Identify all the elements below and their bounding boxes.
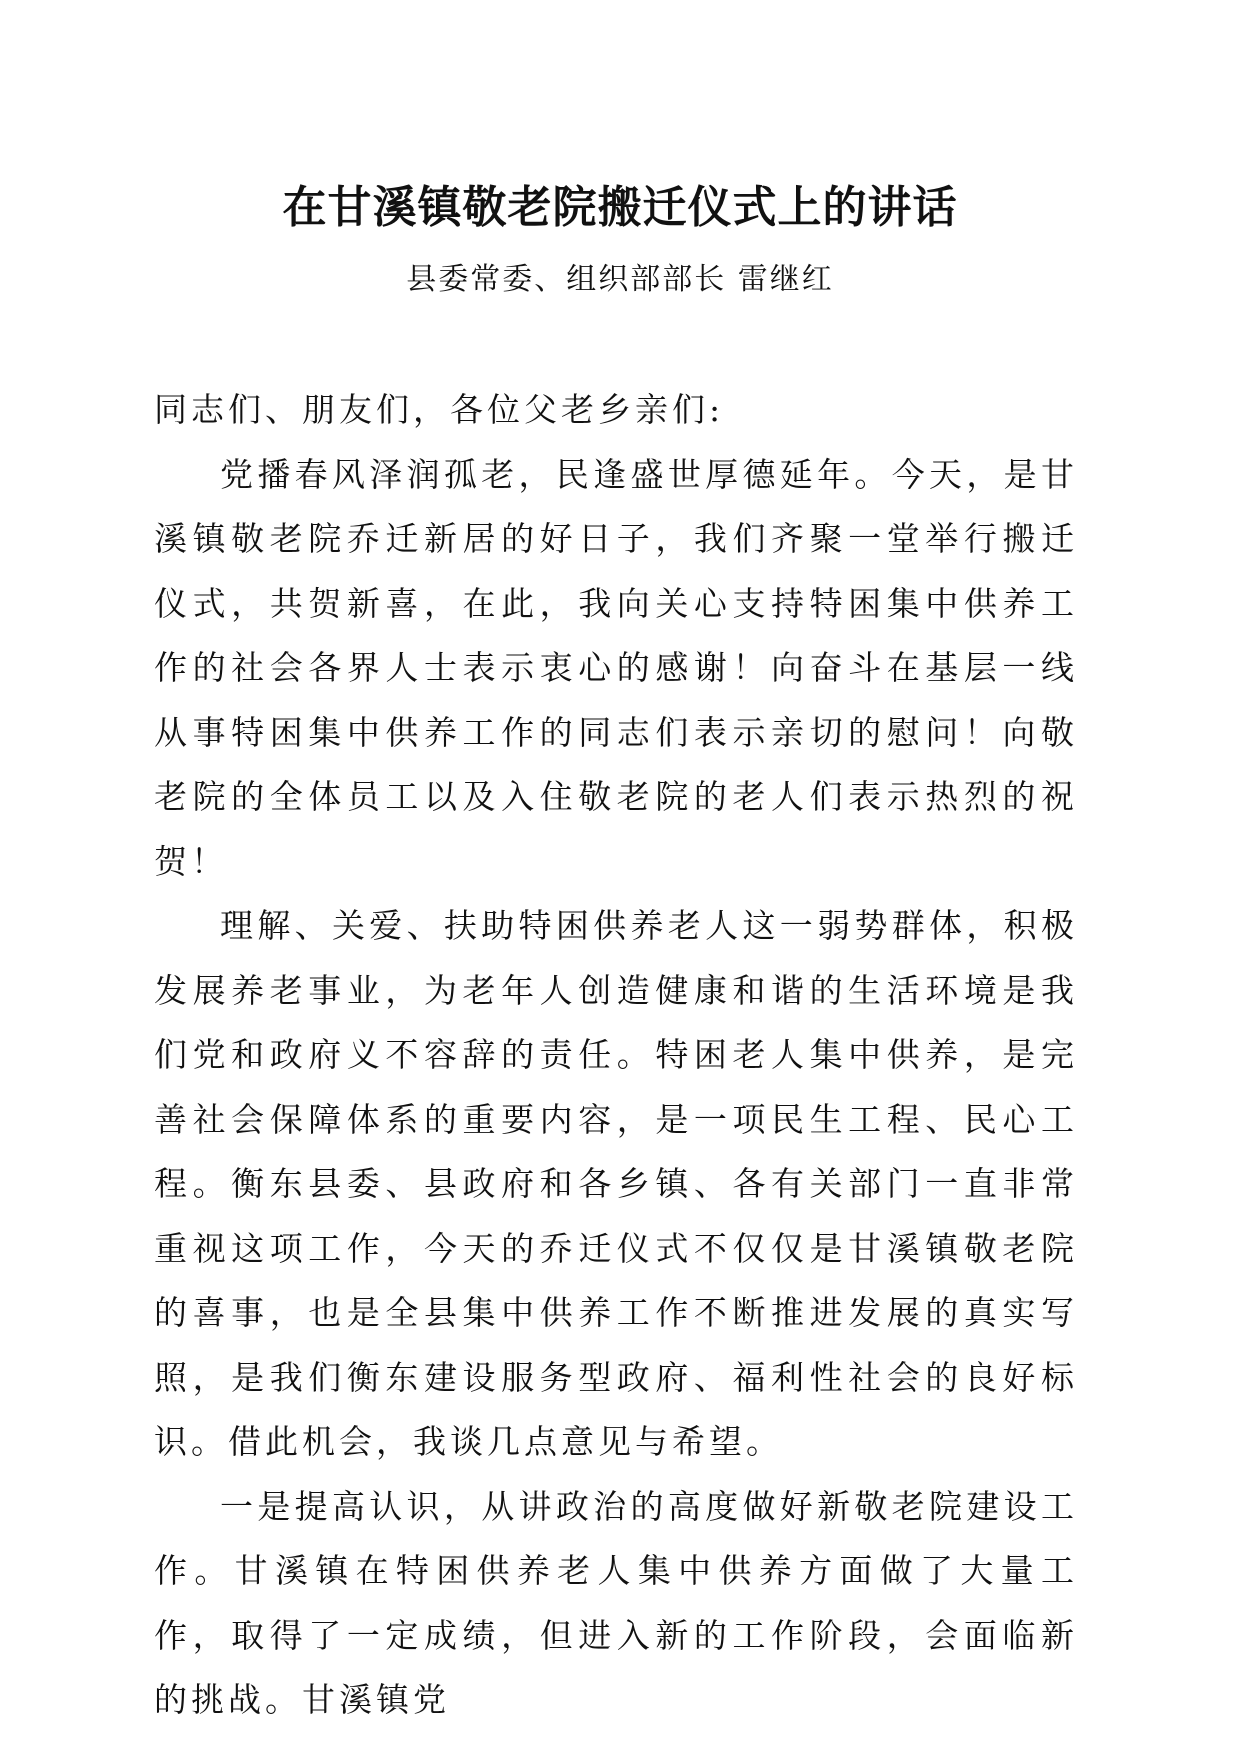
- paragraph-3: 一是提高认识，从讲政治的高度做好新敬老院建设工作。甘溪镇在特困供养老人集中供养方面做了大量工作，取得了一定成绩，但进入新的工作阶段，会面临新的挑战。甘溪镇党: [154, 1486, 1078, 1719]
- document-title: 在甘溪镇敬老院搬迁仪式上的讲话: [282, 182, 958, 233]
- paragraph-2: 理解、关爱、扶助特困供养老人这一弱势群体，积极发展养老事业，为老年人创造健康和谐的生活环境是我们党和政府义不容辞的责任。特困老人集中供养，是完善社会保障体系的重要内容，是一项民生工程、民心工程。衡东县委、县政府和各乡镇、各有关部门一直非常重视这项工作，今天的乔迁仪式不仅仅是甘溪镇敬老院的喜事，也是全县集中供养工作不断推进发展的真实写照，是我们衡东建设服务型政府、福利性社会的良好标识。借此机会，我谈几点意见与希望。: [154, 906, 1078, 1461]
- author-line: 县委常委、组织部部长 雷继红: [406, 262, 834, 297]
- document-body: [154, 378, 1078, 1733]
- salutation: 同志们、朋友们，各位父老乡亲们:: [154, 390, 725, 429]
- paragraph-1: 党播春风泽润孤老，民逢盛世厚德延年。今天，是甘溪镇敬老院乔迁新居的好日子，我们齐聚一堂举行搬迁仪式，共贺新喜，在此，我向关心支持特困集中供养工作的社会各界人士表示衷心的感谢！向奋斗在基层一线从事特困集中供养工作的同志们表示亲切的慰问！向敬老院的全体员工以及入住敬老院的老人们表示热烈的祝贺！: [154, 454, 1078, 881]
